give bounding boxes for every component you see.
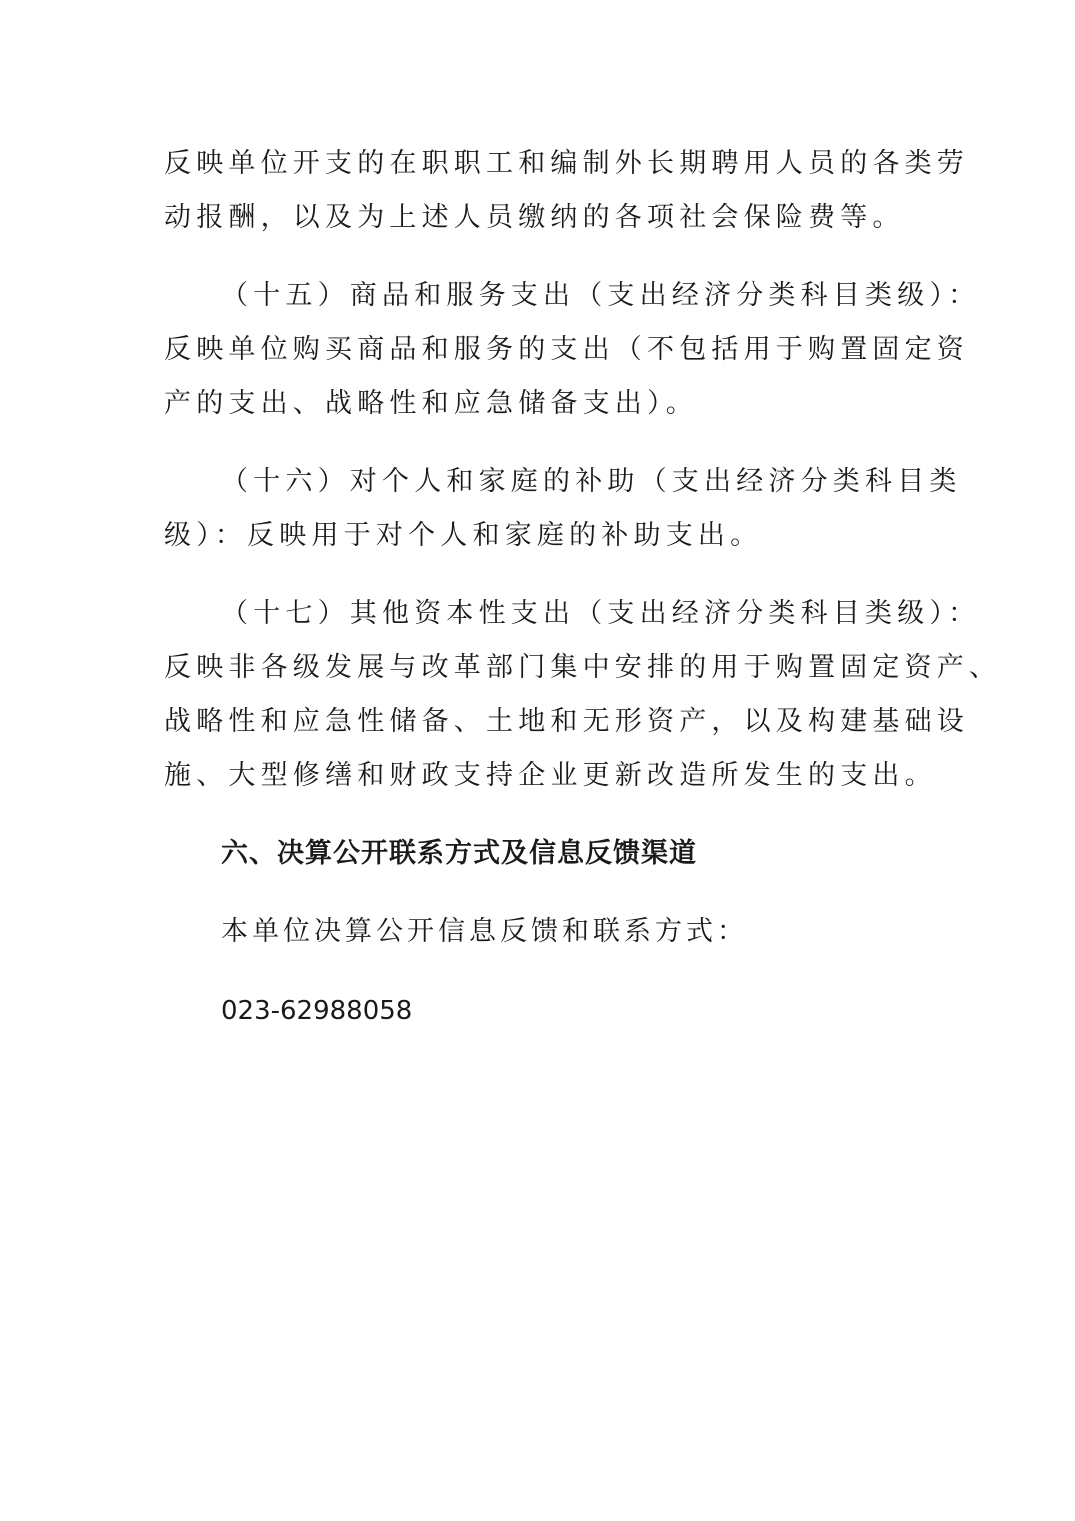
section-6-heading: 六、决算公开联系方式及信息反馈渠道 — [221, 838, 697, 869]
paragraph-text-line: 反映单位购买商品和服务的支出（不包括用于购置固定资 — [164, 334, 969, 365]
paragraph-text-line: 反映单位开支的在职职工和编制外长期聘用人员的各类劳 — [164, 148, 969, 179]
item-15-title: （十五）商品和服务支出（支出经济分类科目类级）： — [221, 280, 981, 311]
paragraph-text-line: 产的支出、战略性和应急储备支出）。 — [164, 388, 698, 419]
item-16-title: （十六）对个人和家庭的补助（支出经济分类科目类 — [221, 466, 962, 497]
paragraph-text-line: 反映非各级发展与改革部门集中安排的用于购置固定资产、 — [164, 652, 1002, 683]
paragraph-text-line: 动报酬，以及为上述人员缴纳的各项社会保险费等。 — [164, 202, 905, 233]
paragraph-text-line: 级）：反映用于对个人和家庭的补助支出。 — [164, 520, 763, 551]
contact-intro: 本单位决算公开信息反馈和联系方式： — [221, 916, 748, 947]
item-17-title: （十七）其他资本性支出（支出经济分类科目类级）： — [221, 598, 981, 629]
paragraph-text-line: 战略性和应急性储备、土地和无形资产，以及构建基础设 — [164, 706, 969, 737]
contact-phone: 023-62988058 — [221, 996, 413, 1026]
paragraph-text-line: 施、大型修缮和财政支持企业更新改造所发生的支出。 — [164, 760, 937, 791]
